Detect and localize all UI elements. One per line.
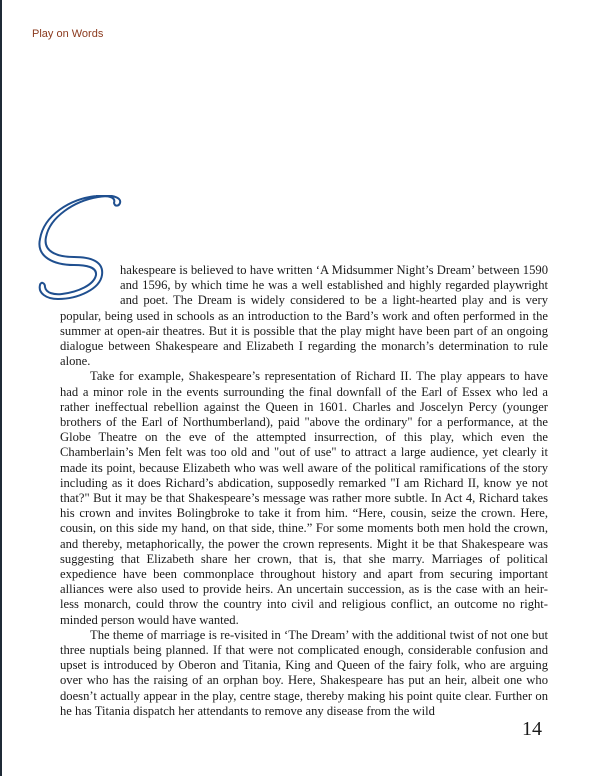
- paragraph-1: hakespeare is believed to have written ‘A Midsummer Night’s Dream’ between 1590 and 1596, by which time he was a well established and highly regarded playwright and poet. The Dream is widely considered to be a light-hearted play and is very popular, being used in schools as an introduction to the Bard’s work and often performed in the summer at open-air theatres. But it is possible that the play might have been part of an ongoing dialogue between Shakespeare and Elizabeth I regarding the monarch’s determination to rule alone.: [60, 263, 548, 369]
- drop-cap-spacer: [60, 263, 120, 306]
- running-header: Play on Words: [32, 28, 104, 40]
- article-body: [60, 263, 548, 719]
- paragraph-3: The theme of marriage is re-visited in ‘The Dream’ with the additional twist of not one but three nuptials being planned. If that were not complicated enough, considerable confusion and upset is introduced by Oberon and Titania, King and Queen of the fairy folk, who are arguing over who has the raising of an orphan boy. Here, Shakespeare has put an heir, albeit one who doesn’t actually appear in the play, centre stage, thereby making his point quite clear. Further on he has Titania dispatch her attendants to remove any disease from the wild: [60, 627, 548, 718]
- page-number: 14: [522, 718, 542, 740]
- page-edge-rule: [0, 0, 2, 776]
- paragraph-2: Take for example, Shakespeare’s representation of Richard II. The play appears to have had a minor role in the events surrounding the final downfall of the Earl of Essex who led a rather ineffectual rebellion against the Queen in 1601. Charles and Joscelyn Percy (younger brothers of the Earl of Northumberland), paid "above the ordinary" for a performance, at the Globe Theatre on the eve of the attempted insurrection, of this play, which even the Chamberlain’s Men felt was too old and "out of use" to attract a large audience, yet clearly it made its point, because Elizabeth who was well aware of the political ramifications of the story including as it does Richard’s abdication, supposedly remarked "I am Richard II, know ye not that?" But it may be that Shakespeare’s message was rather more subtle. In Act 4, Richard takes his crown and invites Bolingbroke to take it from him. “Here, cousin, seize the crown. Here, cousin, on this side my hand, on that side, thine.” For some moments both men hold the crown, and thereby, metaphorically, the power the crown represents. Might it be that Shakespeare was suggesting that Elizabeth share her crown, that is, that she marry. Marriages of political expedience have been commonplace throughout history and apart from securing important alliances were also used to provide heirs. An uncertain succession, as is the case with an heir-less monarch, could throw the country into civil and religious conflict, an outcome no right-minded person would have wanted.: [60, 369, 548, 627]
